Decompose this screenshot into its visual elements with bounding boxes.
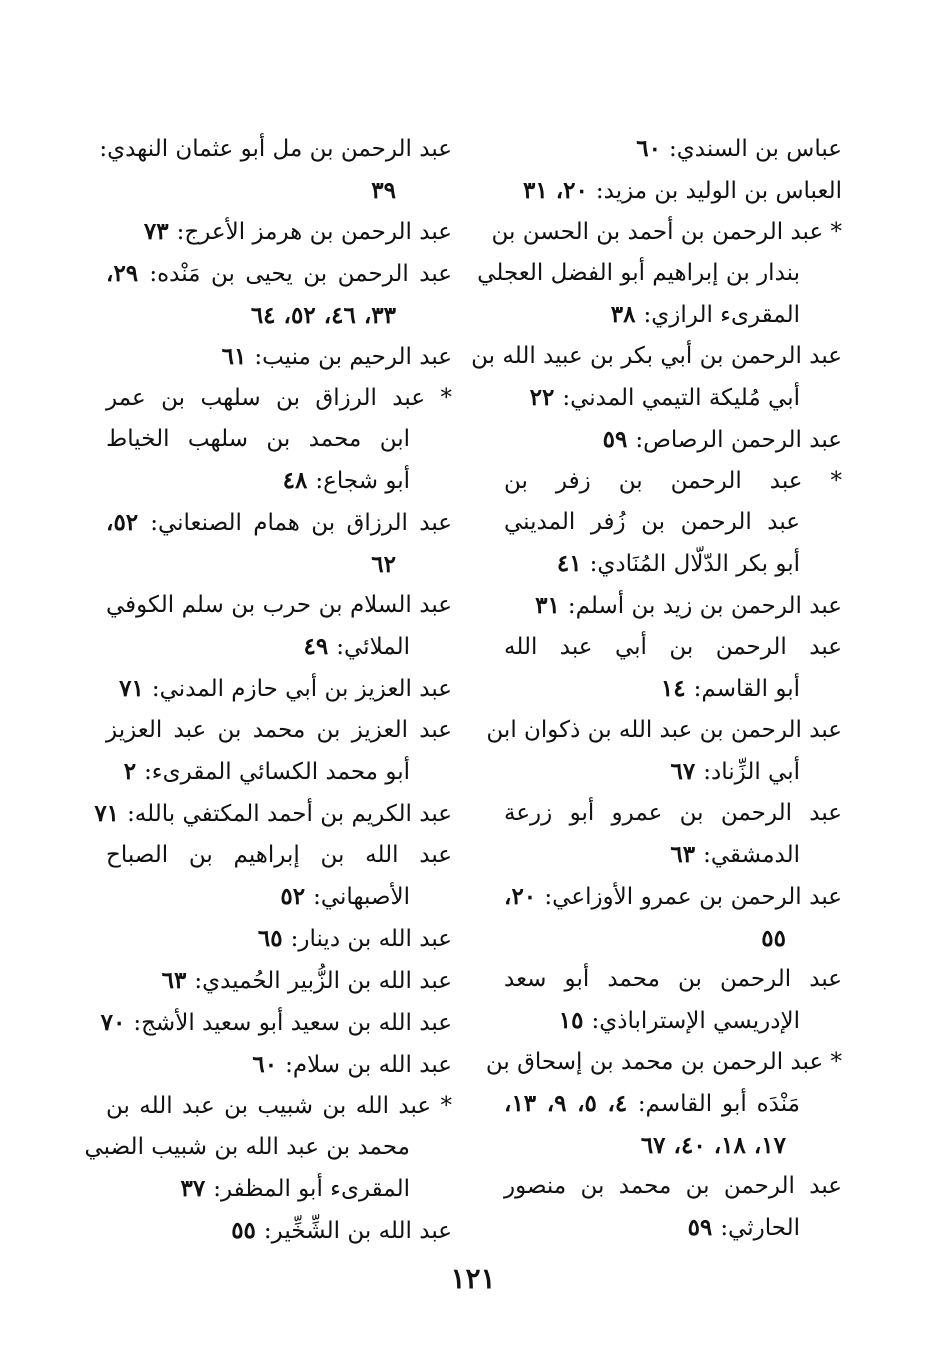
index-column-right bbox=[471, 128, 842, 1249]
index-entry bbox=[504, 419, 842, 461]
index-entry bbox=[504, 627, 842, 710]
index-entry-text: عبد الكريم بن أحمد المكتفي بالله: ٧١ bbox=[94, 800, 452, 827]
index-entry-continuation: ٥٥ bbox=[761, 925, 786, 952]
index-entry-text: عبد الله بن إبراهيم بن الصباح bbox=[106, 842, 452, 868]
index-entry bbox=[106, 960, 452, 1002]
index-entry bbox=[106, 668, 452, 710]
index-entry bbox=[504, 876, 842, 959]
index-entry bbox=[106, 211, 452, 253]
index-entry-text: عبد الرحمن بن يحيى بن مَنْده: ٢٩، bbox=[106, 260, 452, 287]
index-entry bbox=[106, 502, 452, 585]
index-entry-continuation: الملائي: ٤٩ bbox=[303, 633, 410, 660]
index-entry-continuation: الأصبهاني: ٥٢ bbox=[280, 883, 410, 910]
index-entry bbox=[504, 585, 842, 627]
index-entry bbox=[106, 1210, 452, 1252]
index-entry-text: * عبد الرحمن بن محمد بن إسحاق بن bbox=[485, 1049, 842, 1075]
index-entry-text: عبد السلام بن حرب بن سلم الكوفي bbox=[106, 592, 452, 618]
page-number: ١٢١ bbox=[450, 1262, 496, 1295]
index-entry-text: عبد الرحمن بن محمد بن منصور bbox=[504, 1173, 842, 1199]
index-entry-text: عبد الرحمن بن عمرو أبو زرعة bbox=[504, 800, 842, 826]
index-entry bbox=[84, 1086, 452, 1210]
index-entry-text: عبد الله بن سعيد أبو سعيد الأشج: ٧٠ bbox=[100, 1009, 452, 1036]
index-entry-text: * عبد الرحمن بن زفر بن bbox=[504, 468, 842, 494]
index-entry-continuation: أبو القاسم: ١٤ bbox=[660, 675, 800, 702]
index-entry bbox=[106, 253, 452, 336]
index-entry-text: عبد الرحمن بن أبي عبد الله bbox=[504, 634, 842, 660]
index-entry-continuation: ٦٢ bbox=[371, 551, 396, 578]
index-entry bbox=[504, 959, 842, 1042]
index-entry-text: * عبد الرزاق بن سلهب بن عمر bbox=[106, 385, 452, 411]
index-entry-continuation: أبو شجاع: ٤٨ bbox=[282, 467, 410, 494]
index-entry-continuation: مَنْدَه أبو القاسم: ٤، ٥، ٩، ١٣، bbox=[504, 1090, 800, 1117]
index-entry bbox=[486, 710, 842, 793]
index-entry bbox=[106, 585, 452, 668]
index-entry bbox=[504, 1166, 842, 1249]
index-entry bbox=[485, 1042, 842, 1166]
index-entry bbox=[106, 336, 452, 378]
index-entry bbox=[504, 128, 842, 170]
index-entry bbox=[106, 378, 452, 502]
index-entry-continuation: ١٧، ١٨، ٤٠، ٦٧ bbox=[640, 1132, 786, 1159]
index-entry-text: عبد الرحمن بن مل أبو عثمان النهدي: bbox=[99, 136, 452, 162]
index-entry-text: عبد العزيز بن محمد بن عبد العزيز bbox=[106, 717, 452, 743]
index-entry bbox=[106, 710, 452, 793]
index-entry-continuation: بندار بن إبراهيم أبو الفضل العجلي bbox=[477, 260, 800, 286]
index-entry-text: عبد الرحمن بن زيد بن أسلم: ٣١ bbox=[535, 592, 842, 619]
index-entry bbox=[504, 793, 842, 876]
index-entry-text: عبد الله بن دينار: ٦٥ bbox=[257, 925, 452, 952]
index-entry bbox=[504, 170, 842, 212]
index-entry-text: عبد الرحمن بن هرمز الأعرج: ٧٣ bbox=[143, 218, 452, 245]
index-entry-text: عبد الرحمن الرصاص: ٥٩ bbox=[602, 426, 842, 453]
index-entry-continuation: الإدريسي الإستراباذي: ١٥ bbox=[558, 1007, 800, 1034]
index-entry-continuation: أبو محمد الكسائي المقرىء: ٢ bbox=[123, 758, 410, 785]
index-entry bbox=[477, 212, 842, 336]
index-entry-continuation: ابن محمد بن سلهب الخياط bbox=[106, 426, 410, 452]
index-entry bbox=[504, 461, 842, 585]
index-entry-text: عبد الله بن الشِّخِّير: ٥٥ bbox=[231, 1217, 452, 1244]
index-entry bbox=[99, 128, 452, 211]
index-entry-continuation: ٣٣، ٤٦، ٥٢، ٦٤ bbox=[250, 302, 396, 329]
index-entry-text: عبد الرحمن بن عبد الله بن ذكوان ابن bbox=[486, 717, 842, 743]
index-entry-text: عبد الله بن سلام: ٦٠ bbox=[252, 1051, 452, 1078]
index-entry-continuation: المقرىء أبو المظفر: ٣٧ bbox=[180, 1175, 410, 1202]
index-entry-continuation: أبو بكر الدّلّال المُنَادي: ٤١ bbox=[556, 550, 800, 577]
index-entry-text: عباس بن السندي: ٦٠ bbox=[636, 135, 842, 162]
index-entry-continuation: ٣٩ bbox=[371, 177, 396, 204]
index-entry-continuation: الحارثي: ٥٩ bbox=[687, 1214, 800, 1241]
index-entry-text: * عبد الرحمن بن أحمد بن الحسن بن bbox=[491, 219, 842, 245]
index-entry bbox=[94, 793, 452, 835]
index-entry-continuation: أبي مُليكة التيمي المدني: ٢٢ bbox=[529, 384, 800, 411]
index-entry-continuation: عبد الرحمن بن زُفر المديني bbox=[504, 509, 800, 535]
index-entry-text: عبد الرحيم بن منيب: ٦١ bbox=[221, 343, 452, 370]
index-entry-text: عبد الرحمن بن أبي بكر بن عبيد الله بن bbox=[471, 343, 842, 369]
index-entry bbox=[106, 1044, 452, 1086]
index-entry-text: عبد الرحمن بن عمرو الأوزاعي: ٢٠، bbox=[504, 883, 842, 910]
index-entry bbox=[471, 336, 842, 419]
index-entry bbox=[106, 918, 452, 960]
index-entry-continuation: الدمشقي: ٦٣ bbox=[670, 841, 800, 868]
index-entry-continuation: أبي الزِّناد: ٦٧ bbox=[670, 758, 800, 785]
index-entry-text: عبد الله بن الزُّبير الحُميدي: ٦٣ bbox=[161, 967, 452, 994]
index-entry-text: * عبد الله بن شبيب بن عبد الله بن bbox=[106, 1093, 452, 1119]
index-entry-text: عبد الرحمن بن محمد أبو سعد bbox=[504, 966, 842, 992]
index-entry bbox=[106, 835, 452, 918]
index-entry-continuation: محمد بن عبد الله بن شبيب الضبي bbox=[84, 1134, 410, 1160]
index-entry-continuation: المقرىء الرازي: ٣٨ bbox=[610, 301, 800, 328]
index-entry-text: عبد الرزاق بن همام الصنعاني: ٥٢، bbox=[106, 509, 453, 536]
index-entry bbox=[100, 1002, 452, 1044]
index-column-left bbox=[84, 128, 453, 1252]
index-entry-text: عبد العزيز بن أبي حازم المدني: ٧١ bbox=[119, 675, 452, 702]
index-entry-text: العباس بن الوليد بن مزيد: ٢٠، ٣١ bbox=[522, 177, 842, 204]
